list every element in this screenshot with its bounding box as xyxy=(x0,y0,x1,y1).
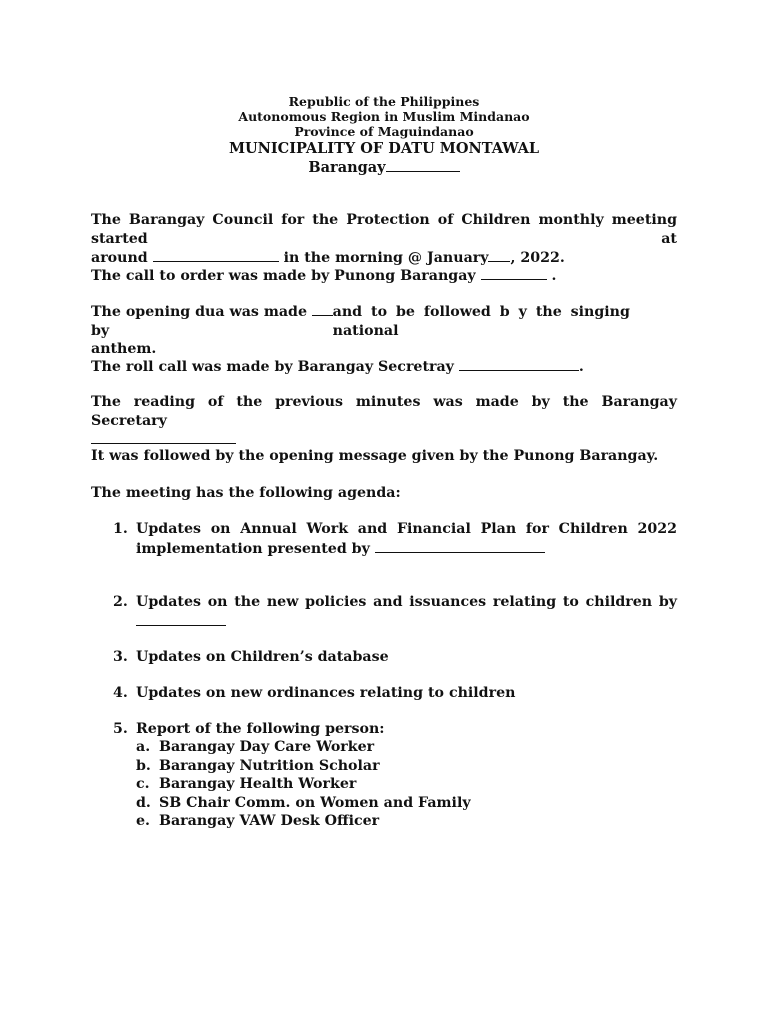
agenda-item-text: Report of the following person: xyxy=(136,721,385,737)
barangay-blank xyxy=(386,158,460,172)
text-anthem: anthem. xyxy=(91,341,157,357)
presenter-blank xyxy=(375,539,545,553)
paragraph-meeting-start-line2 xyxy=(91,248,677,268)
secretary-blank xyxy=(459,357,579,371)
dua-blank xyxy=(312,302,332,316)
text-previous-minutes: The reading of the previous minutes was made by the Barangay Secretary xyxy=(91,394,677,429)
header-region: Autonomous Region in Muslim Mindanao xyxy=(238,109,530,124)
text-opening-dua: The opening dua was made by xyxy=(91,304,307,339)
sub-item-letter: d. xyxy=(136,794,151,811)
agenda-item-line xyxy=(136,539,677,559)
agenda-item-line: Updates on Annual Work and Financial Plan for Children 2022 xyxy=(136,521,677,537)
paragraph-agenda-intro: The meeting has the following agenda: xyxy=(91,485,401,501)
sub-item-letter: b. xyxy=(136,757,151,774)
header-republic: Republic of the Philippines xyxy=(288,94,480,109)
paragraph-opening-message: It was followed by the opening message given by the Punong Barangay. xyxy=(91,448,659,464)
date-blank xyxy=(488,248,510,262)
text-in-the-morning: in the morning @ January xyxy=(283,250,489,266)
agenda-item-line: Updates on the new policies and issuances relating to children by xyxy=(136,594,677,610)
agenda-item-number: 2. xyxy=(113,594,128,610)
agenda-item-text xyxy=(136,593,677,631)
agenda-item-line xyxy=(136,612,677,632)
text-around: around xyxy=(91,250,148,266)
sub-item-text: Barangay VAW Desk Officer xyxy=(159,813,380,829)
header-barangay-label: Barangay xyxy=(308,159,386,176)
agenda-list xyxy=(91,520,677,840)
sub-item-letter: e. xyxy=(136,813,150,829)
paragraph-previous-minutes xyxy=(91,393,677,450)
punong-barangay-blank xyxy=(481,266,547,280)
paragraph-meeting-start-line1: The Barangay Council for the Protection of Children monthly meeting started at xyxy=(91,212,677,247)
paragraph-opening-dua xyxy=(91,302,677,359)
paragraph-opening-dua-line1 xyxy=(91,302,677,340)
document-header xyxy=(0,94,768,177)
time-blank xyxy=(153,248,279,262)
period: . xyxy=(551,268,557,284)
paragraph-meeting-start xyxy=(91,211,677,268)
paragraph-roll-call xyxy=(91,357,677,377)
agenda-item-number: 4. xyxy=(113,685,128,701)
header-municipality: MUNICIPALITY OF DATU MONTAWAL xyxy=(228,140,540,157)
agenda-item-text: Updates on Children’s database xyxy=(136,649,389,665)
text-year: , 2022. xyxy=(510,250,565,266)
agenda-item-number: 3. xyxy=(113,649,128,665)
policies-presenter-blank xyxy=(136,612,226,626)
sub-item-text: Barangay Health Worker xyxy=(159,776,357,792)
sub-item-text: Barangay Day Care Worker xyxy=(159,739,375,755)
agenda-item-text: Updates on new ordinances relating to children xyxy=(136,685,516,701)
agenda-item-number: 5. xyxy=(113,721,128,737)
agenda-item-text xyxy=(136,520,677,558)
text-call-to-order: The call to order was made by Punong Barangay xyxy=(91,268,476,284)
sub-item-text: Barangay Nutrition Scholar xyxy=(159,757,380,774)
header-province: Province of Maguindanao xyxy=(294,124,474,139)
paragraph-call-to-order xyxy=(91,266,677,286)
text-followed-by: and to be followed b y the singing national xyxy=(332,304,630,339)
agenda-item-number: 1. xyxy=(113,521,128,537)
text-presented-by: implementation presented by xyxy=(136,540,370,557)
text-roll-call: The roll call was made by Barangay Secretray xyxy=(91,359,454,375)
header-barangay-line xyxy=(0,158,768,177)
sub-item-text: SB Chair Comm. on Women and Family xyxy=(159,794,471,811)
sub-item-letter: c. xyxy=(136,776,150,792)
period: . xyxy=(578,359,584,375)
minutes-secretary-blank xyxy=(91,430,236,444)
sub-item-letter: a. xyxy=(136,739,151,755)
